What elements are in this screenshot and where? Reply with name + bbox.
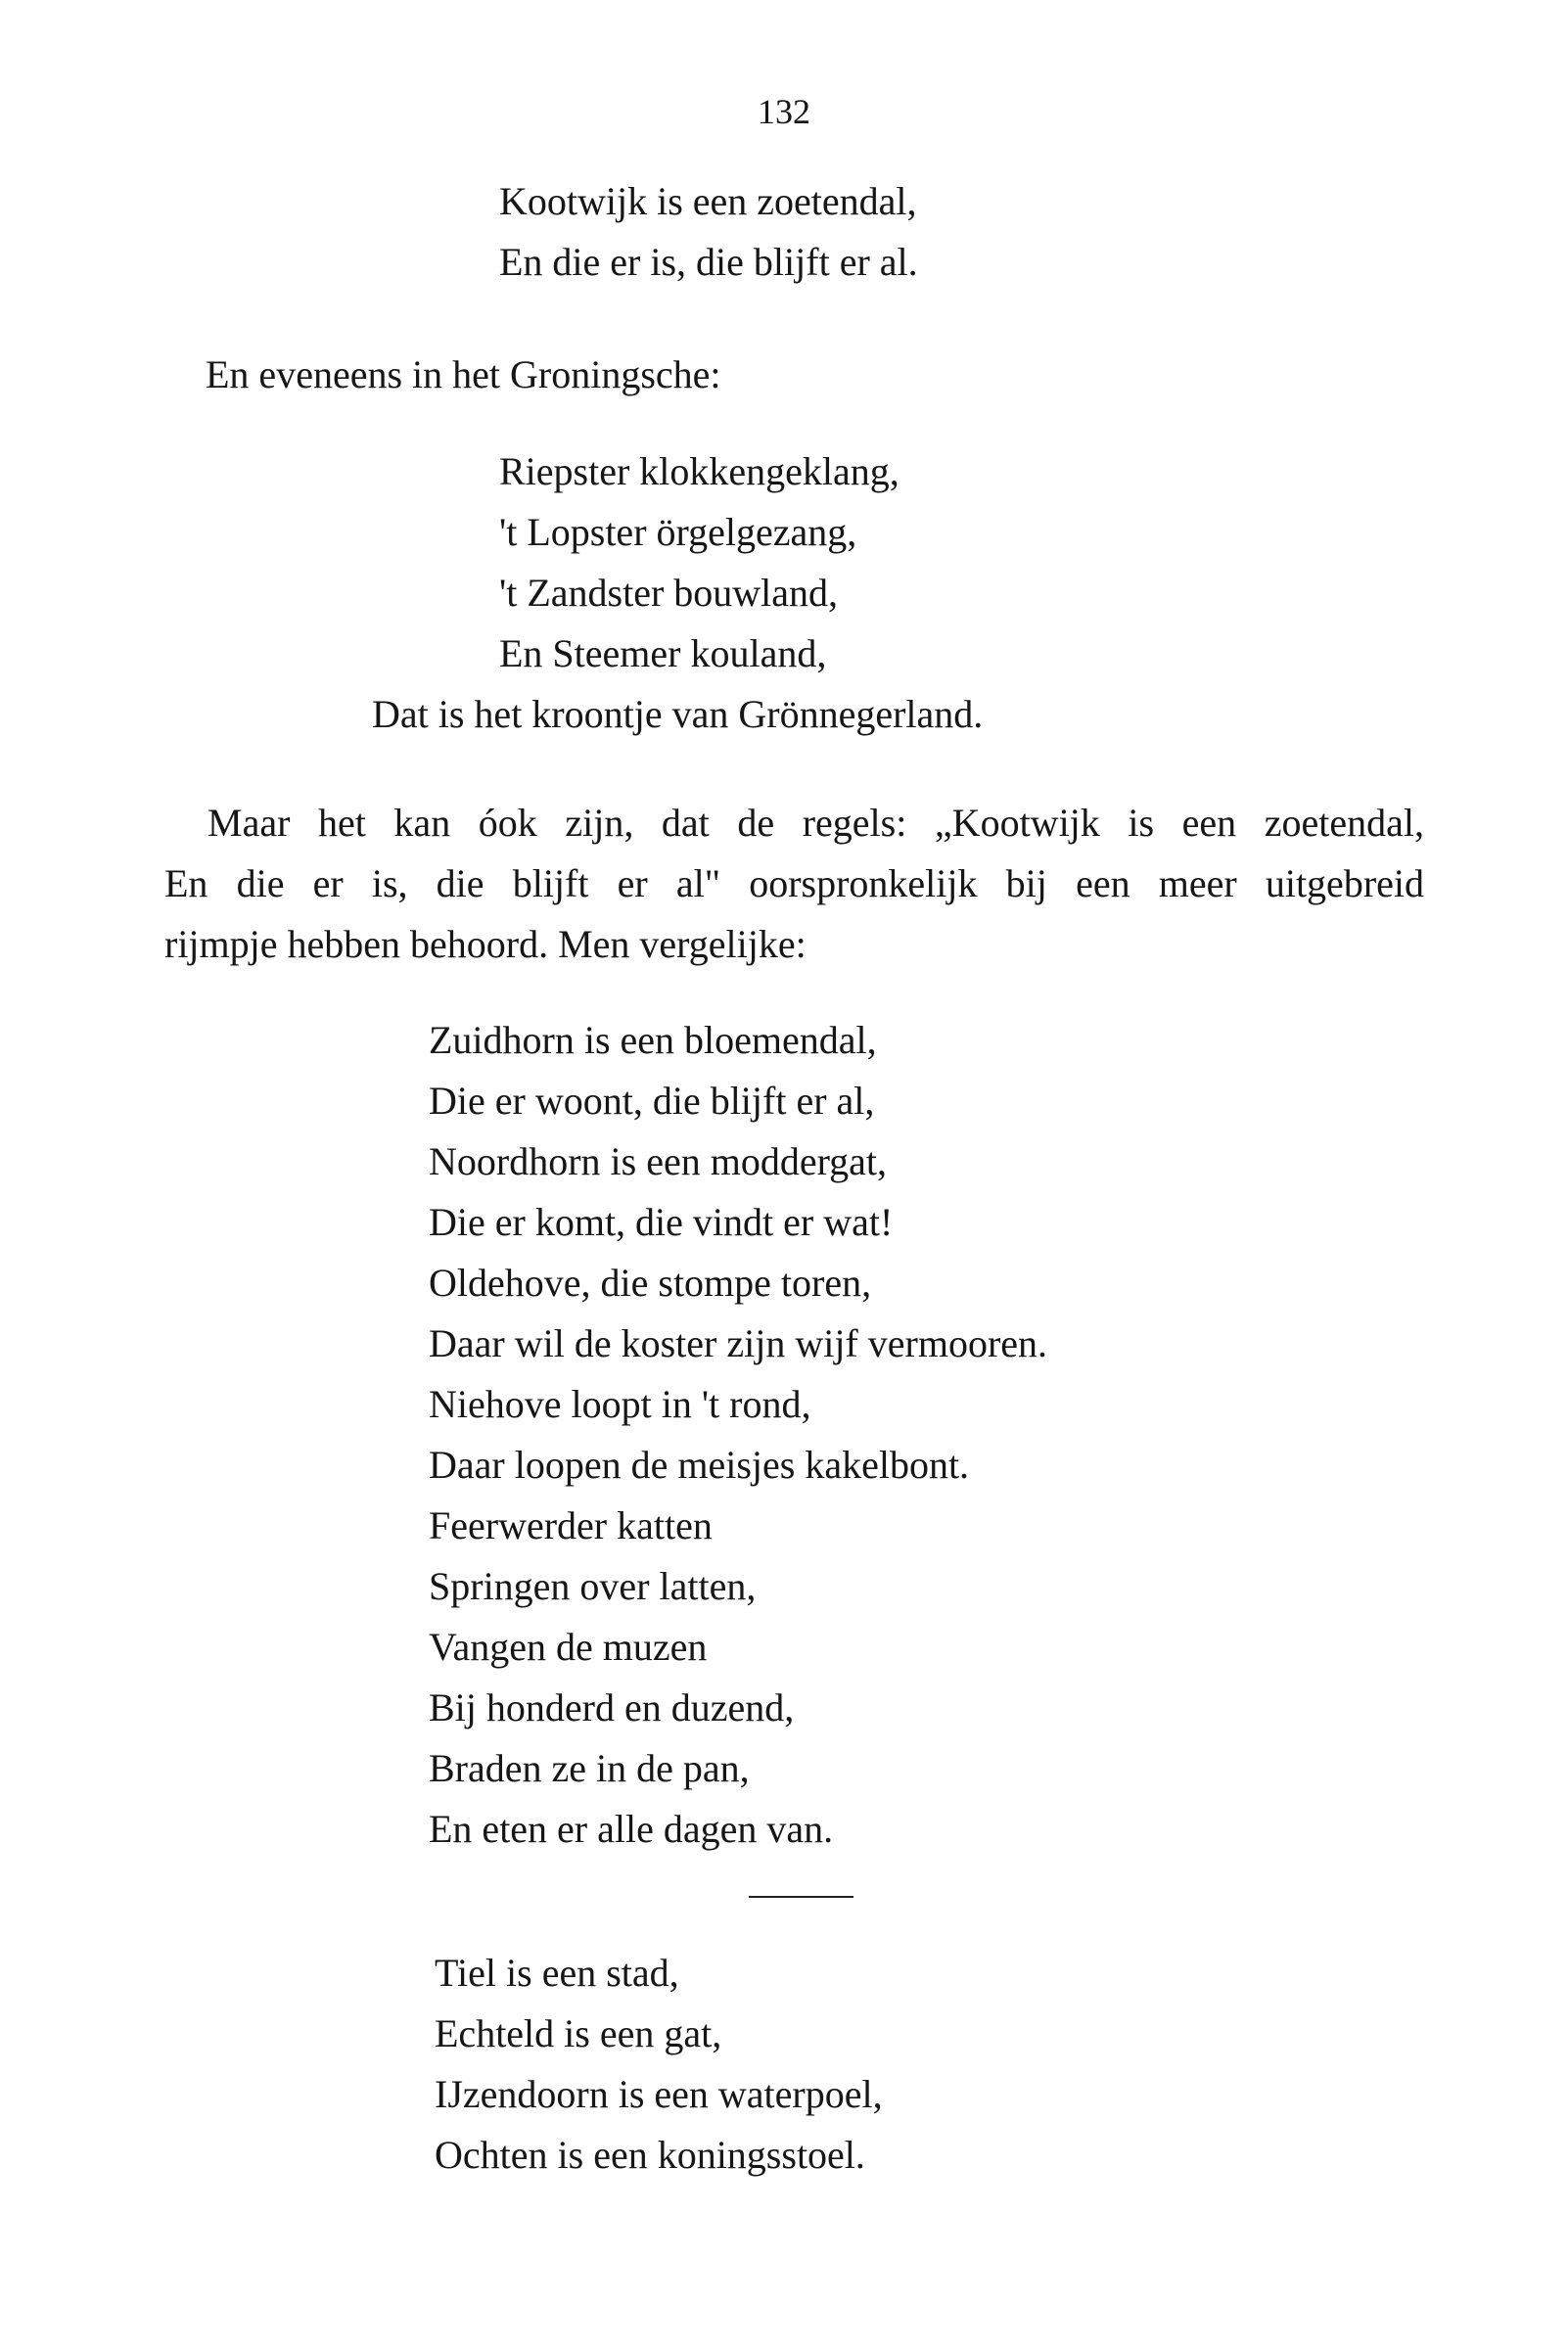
intro-line: [206, 345, 721, 405]
verse-line: Daar wil de koster zijn wijf vermooren.: [429, 1321, 1048, 1365]
verse-line: Echteld is een gat,: [435, 2011, 722, 2055]
stanza-kootwijk: [499, 171, 918, 293]
verse-line: Riepster klokkengeklang,: [499, 449, 899, 493]
paragraph: [164, 793, 1424, 975]
verse-line: Niehove loopt in 't rond,: [429, 1382, 811, 1426]
stanza-zuidhorn: [429, 1010, 1047, 1860]
verse-line: Daar loopen de meisjes kakelbont.: [429, 1443, 970, 1487]
verse-line: 't Lopster örgelgezang,: [499, 510, 857, 554]
verse-line: Feerwerder katten: [429, 1503, 713, 1547]
verse-line: Vangen de muzen: [429, 1625, 708, 1669]
verse-line: 't Zandster bouwland,: [499, 571, 839, 615]
verse-line: En Steemer kouland,: [499, 631, 827, 675]
stanza-groningen: [499, 441, 899, 684]
separator-rule: [749, 1896, 853, 1898]
verse-line: Oldehove, die stompe toren,: [429, 1261, 872, 1305]
verse-line: Noordhorn is een moddergat,: [429, 1139, 888, 1183]
verse-line: En eten er alle dagen van.: [429, 1807, 834, 1851]
verse-line: En die er is, die blijft er al.: [499, 240, 918, 284]
verse-line: IJzendoorn is een waterpoel,: [435, 2072, 883, 2116]
prose-line: En die er is, die blijft er al" oorspronkelijk bij een meer uitgebreid: [164, 861, 1424, 905]
verse-line: Braden ze in de pan,: [429, 1746, 750, 1790]
verse-line: Zuidhorn is een bloemendal,: [429, 1018, 877, 1062]
verse-line: Die er komt, die vindt er wat!: [429, 1200, 894, 1244]
stanza-tiel: [435, 1943, 883, 2186]
verse-line: Dat is het kroontje van Grönnegerland.: [372, 692, 984, 736]
prose-line: rijmpje hebben behoord. Men vergelijke:: [164, 922, 807, 966]
verse-line: Ochten is een koningsstoel.: [435, 2133, 865, 2177]
verse-line: Bij honderd en duzend,: [429, 1685, 795, 1729]
verse-line: Tiel is een stad,: [435, 1951, 679, 1995]
verse-line: Springen over latten,: [429, 1564, 757, 1608]
page-number: 132: [758, 92, 810, 131]
verse-line: Kootwijk is een zoetendal,: [499, 179, 917, 223]
prose-line: En eveneens in het Groningsche:: [206, 352, 721, 396]
stanza-groningen-closing: [372, 684, 983, 745]
verse-line: Die er woont, die blijft er al,: [429, 1079, 875, 1123]
prose-line: Maar het kan óok zijn, dat de regels: „Kootwijk is een zoetendal,: [208, 801, 1424, 845]
